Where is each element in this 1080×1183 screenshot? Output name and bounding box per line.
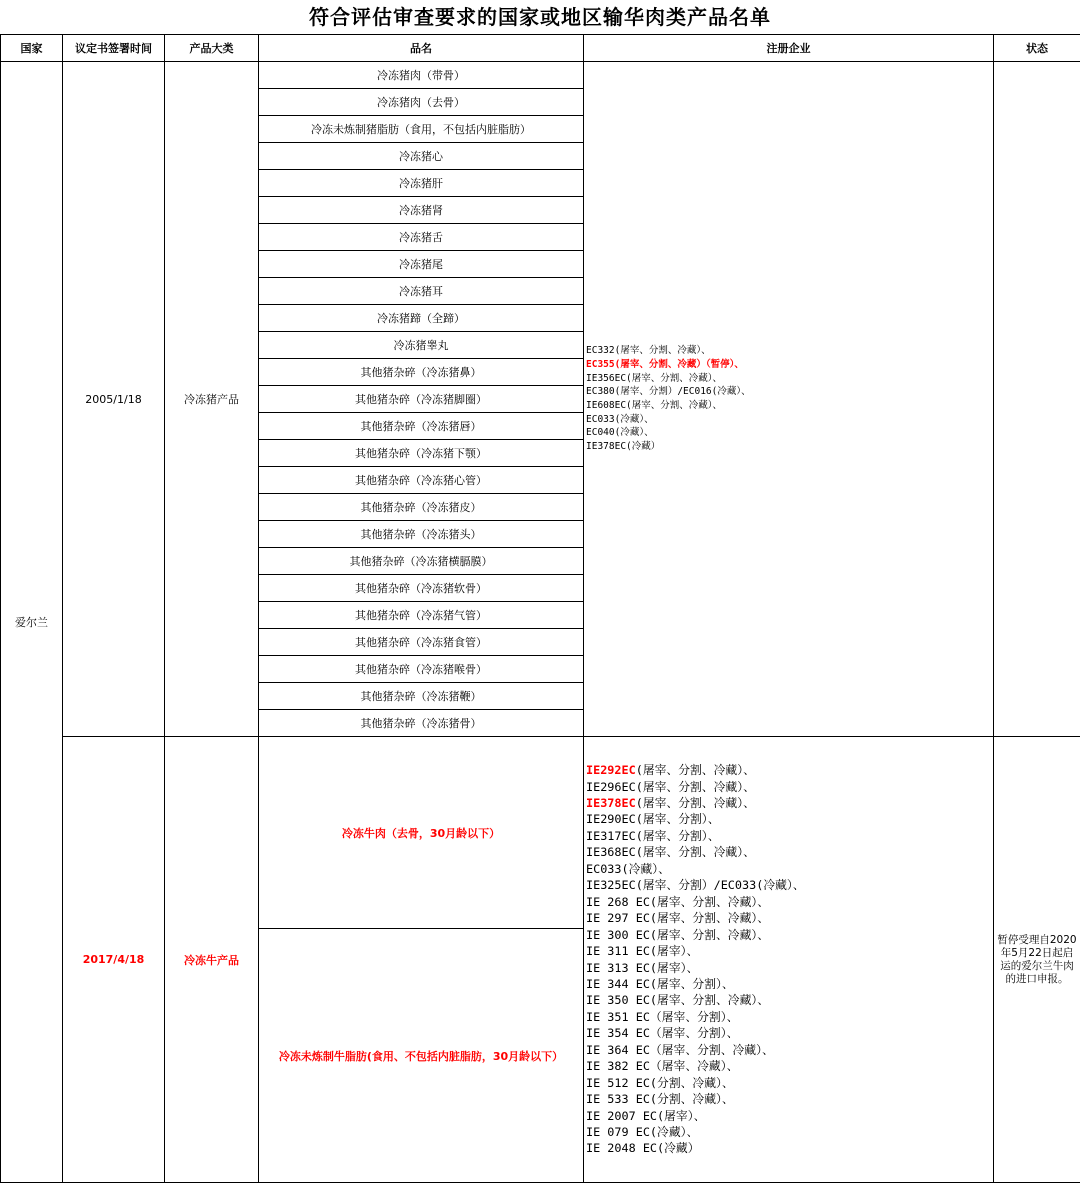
enterprise-list — [584, 762, 993, 1157]
product-list-table — [0, 34, 1080, 1183]
product-name-cell: 其他猪杂碎（冷冻猪皮） — [259, 494, 584, 521]
enterprise-scope: (冷藏）、 — [650, 1125, 698, 1139]
enterprise-entry: EC355(屠宰、分割、冷藏）（暂停）、 — [586, 358, 993, 372]
beef-date-cell: 2017/4/18 — [63, 737, 165, 1183]
enterprise-code: IE 2048 EC — [586, 1141, 657, 1155]
enterprise-code: IE 351 EC — [586, 1010, 650, 1024]
beef-category-cell: 冷冻牛产品 — [165, 737, 259, 1183]
enterprise-scope: (屠宰、分割、冷藏）、 — [650, 993, 769, 1007]
enterprise-entry — [586, 960, 993, 976]
enterprise-scope: (屠宰、分割）、 — [650, 977, 734, 991]
enterprise-entry — [586, 1124, 993, 1140]
enterprise-code: EC033 — [586, 862, 622, 876]
product-name-cell: 其他猪杂碎（冷冻猪横膈膜） — [259, 548, 584, 575]
enterprise-scope: (屠宰）、 — [650, 961, 698, 975]
beef-enterprise-cell — [584, 737, 994, 1183]
enterprise-list — [584, 344, 993, 454]
enterprise-scope: (冷藏）、 — [622, 862, 670, 876]
enterprise-scope: (屠宰、分割、冷藏）、 — [636, 780, 755, 794]
product-name-cell: 其他猪杂碎（冷冻猪下颚） — [259, 440, 584, 467]
document-title: 符合评估审查要求的国家或地区输华肉类产品名单 — [0, 0, 1080, 34]
product-name-cell: 其他猪杂碎（冷冻猪软骨） — [259, 575, 584, 602]
enterprise-scope: (屠宰、分割）/EC033(冷藏）、 — [636, 878, 805, 892]
header-status: 状态 — [994, 35, 1080, 62]
enterprise-scope: (冷藏） — [657, 1141, 700, 1155]
enterprise-code: IE 533 EC — [586, 1092, 650, 1106]
header-product: 品名 — [259, 35, 584, 62]
enterprise-code: IE 2007 EC — [586, 1109, 657, 1123]
product-name-cell: 冷冻猪睾丸 — [259, 332, 584, 359]
enterprise-code: IE 300 EC — [586, 928, 650, 942]
country-cell: 爱尔兰 — [1, 62, 63, 1183]
enterprise-entry — [586, 779, 993, 795]
enterprise-entry — [586, 1140, 993, 1156]
enterprise-code: IE 512 EC — [586, 1076, 650, 1090]
enterprise-code: IE290EC — [586, 812, 636, 826]
enterprise-entry: IE356EC(屠宰、分割、冷藏）、 — [586, 372, 993, 386]
enterprise-code: IE 382 EC — [586, 1059, 650, 1073]
product-name-cell: 冷冻猪耳 — [259, 278, 584, 305]
enterprise-scope: (分割、冷藏）、 — [650, 1076, 734, 1090]
product-name-cell: 其他猪杂碎（冷冻猪鞭） — [259, 683, 584, 710]
product-name-cell: 其他猪杂碎（冷冻猪喉骨） — [259, 656, 584, 683]
product-name-cell: 冷冻牛肉（去骨，30月龄以下） — [259, 737, 584, 929]
enterprise-entry — [586, 762, 993, 778]
header-date: 议定书签署时间 — [63, 35, 165, 62]
header-category: 产品大类 — [165, 35, 259, 62]
header-row — [1, 35, 1080, 62]
enterprise-scope: (屠宰、分割、冷藏）、 — [636, 796, 755, 810]
enterprise-entry — [586, 927, 993, 943]
enterprise-entry — [586, 992, 993, 1008]
product-name-cell: 其他猪杂碎（冷冻猪心管） — [259, 467, 584, 494]
enterprise-entry — [586, 976, 993, 992]
product-name-cell: 其他猪杂碎（冷冻猪唇） — [259, 413, 584, 440]
enterprise-scope: (屠宰）、 — [657, 1109, 705, 1123]
product-name-cell: 冷冻猪肾 — [259, 197, 584, 224]
product-name-cell: 其他猪杂碎（冷冻猪脚圈） — [259, 386, 584, 413]
enterprise-code: IE317EC — [586, 829, 636, 843]
beef-status-cell — [994, 737, 1080, 1183]
enterprise-entry — [586, 861, 993, 877]
enterprise-entry: EC332(屠宰、分割、冷藏）、 — [586, 344, 993, 358]
product-name-cell: 冷冻猪肝 — [259, 170, 584, 197]
enterprise-entry — [586, 828, 993, 844]
enterprise-scope: (屠宰、分割）、 — [636, 829, 720, 843]
enterprise-scope: (屠宰、分割）、 — [636, 812, 720, 826]
product-name-cell: 冷冻猪肉（带骨） — [259, 62, 584, 89]
enterprise-entry: IE608EC(屠宰、分割、冷藏）、 — [586, 399, 993, 413]
enterprise-code: IE368EC — [586, 845, 636, 859]
enterprise-code: IE 297 EC — [586, 911, 650, 925]
product-name-cell: 冷冻猪心 — [259, 143, 584, 170]
enterprise-entry: EC033(冷藏）、 — [586, 413, 993, 427]
product-name-cell: 冷冻猪肉（去骨） — [259, 89, 584, 116]
enterprise-entry — [586, 943, 993, 959]
enterprise-code: IE 268 EC — [586, 895, 650, 909]
enterprise-entry — [586, 1025, 993, 1041]
enterprise-scope: （屠宰、分割、冷藏）、 — [650, 1043, 774, 1057]
product-name-cell: 其他猪杂碎（冷冻猪气管） — [259, 602, 584, 629]
enterprise-scope: （屠宰、冷藏）、 — [650, 1059, 738, 1073]
product-name-cell: 其他猪杂碎（冷冻猪鼻） — [259, 359, 584, 386]
product-name-cell: 其他猪杂碎（冷冻猪食管） — [259, 629, 584, 656]
enterprise-code: IE325EC — [586, 878, 636, 892]
enterprise-entry — [586, 1075, 993, 1091]
pork-enterprise-cell — [584, 62, 994, 737]
enterprise-scope: (屠宰、分割、冷藏）、 — [636, 763, 755, 777]
enterprise-code: IE 079 EC — [586, 1125, 650, 1139]
enterprise-code: IE292EC — [586, 763, 636, 777]
enterprise-entry — [586, 1091, 993, 1107]
pork-category-cell: 冷冻猪产品 — [165, 62, 259, 737]
table-row — [1, 62, 1080, 89]
enterprise-entry — [586, 1042, 993, 1058]
enterprise-entry — [586, 1108, 993, 1124]
enterprise-entry — [586, 844, 993, 860]
table-row — [1, 737, 1080, 929]
enterprise-entry — [586, 1058, 993, 1074]
product-name-cell: 冷冻猪尾 — [259, 251, 584, 278]
enterprise-code: IE 344 EC — [586, 977, 650, 991]
pork-status-cell — [994, 62, 1080, 737]
enterprise-code: IE 311 EC — [586, 944, 650, 958]
enterprise-entry — [586, 1009, 993, 1025]
enterprise-scope: (屠宰、分割、冷藏）、 — [636, 845, 755, 859]
enterprise-entry: EC040(冷藏）、 — [586, 426, 993, 440]
enterprise-entry — [586, 877, 993, 893]
enterprise-entry — [586, 910, 993, 926]
enterprise-entry — [586, 795, 993, 811]
header-country: 国家 — [1, 35, 63, 62]
enterprise-scope: (分割、冷藏）、 — [650, 1092, 734, 1106]
enterprise-code: IE296EC — [586, 780, 636, 794]
enterprise-code: IE 313 EC — [586, 961, 650, 975]
product-name-cell: 冷冻猪舌 — [259, 224, 584, 251]
enterprise-scope: （屠宰、分割）、 — [650, 1010, 738, 1024]
enterprise-entry — [586, 811, 993, 827]
enterprise-scope: (屠宰、分割、冷藏）、 — [650, 895, 769, 909]
enterprise-code: IE 364 EC — [586, 1043, 650, 1057]
enterprise-scope: (屠宰、分割、冷藏）、 — [650, 911, 769, 925]
enterprise-entry: EC380(屠宰、分割）/EC016(冷藏）、 — [586, 385, 993, 399]
product-name-cell: 其他猪杂碎（冷冻猪头） — [259, 521, 584, 548]
status-note: 暂停受理自2020年5月22日起启运的爱尔兰牛肉的进口申报。 — [994, 934, 1080, 986]
enterprise-entry: IE378EC(冷藏） — [586, 440, 993, 454]
enterprise-code: IE378EC — [586, 796, 636, 810]
enterprise-scope: (屠宰）、 — [650, 944, 698, 958]
header-enterprise: 注册企业 — [584, 35, 994, 62]
product-name-cell: 冷冻未炼制猪脂肪（食用，不包括内脏脂肪） — [259, 116, 584, 143]
product-name-cell: 冷冻未炼制牛脂肪(食用、不包括内脏脂肪，30月龄以下） — [259, 929, 584, 1183]
enterprise-code: IE 354 EC — [586, 1026, 650, 1040]
product-name-cell: 其他猪杂碎（冷冻猪骨） — [259, 710, 584, 737]
enterprise-code: IE 350 EC — [586, 993, 650, 1007]
enterprise-entry — [586, 894, 993, 910]
product-name-cell: 冷冻猪蹄（全蹄） — [259, 305, 584, 332]
enterprise-scope: (屠宰、分割、冷藏）、 — [650, 928, 769, 942]
pork-date-cell: 2005/1/18 — [63, 62, 165, 737]
enterprise-scope: （屠宰、分割）、 — [650, 1026, 738, 1040]
